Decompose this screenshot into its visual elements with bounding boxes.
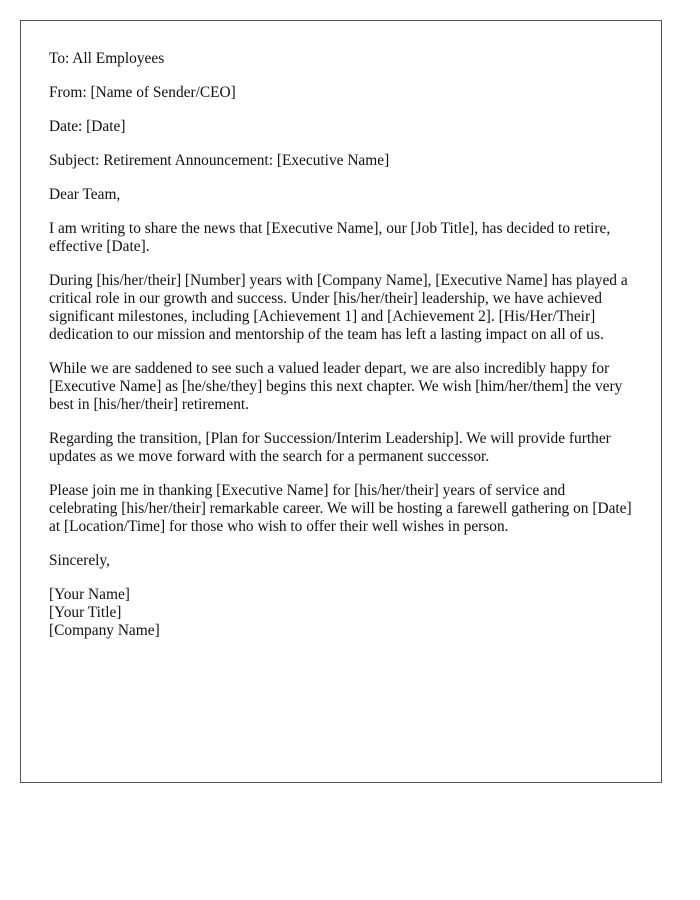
salutation: Dear Team,	[49, 186, 121, 203]
signature-block	[49, 586, 633, 640]
signature-company: [Company Name]	[49, 622, 160, 639]
from-line: From: [Name of Sender/CEO]	[49, 84, 236, 101]
paragraph-contributions: During [his/her/their] [Number] years with [Company Name], [Executive Name] has played a critical role in our growth and success. Under [his/her/their] leadership, we have achieved significant milestones, including [Achievement 1] and [Achievement 2]. [His/Her/Their] dedication to our mission and mentorship of the team has left a lasting impact on all of us.	[49, 272, 628, 343]
subject-line: Subject: Retirement Announcement: [Executive Name]	[49, 152, 390, 169]
paragraph-farewell: Please join me in thanking [Executive Name] for [his/her/their] years of service and celebrating [his/her/their] remarkable career. We will be hosting a farewell gathering on [Date] at [Location/Time] for those who wish to offer their well wishes in person.	[49, 482, 632, 535]
paragraph-announcement: I am writing to share the news that [Executive Name], our [Job Title], has decided to retire, effective [Date].	[49, 220, 611, 255]
paragraph-transition: Regarding the transition, [Plan for Succession/Interim Leadership]. We will provide further updates as we move forward with the search for a permanent successor.	[49, 430, 611, 465]
closing: Sincerely,	[49, 552, 110, 569]
paragraph-wishes: While we are saddened to see such a valued leader depart, we are also incredibly happy for [Executive Name] as [he/she/they] begins this next chapter. We wish [him/her/them] the very best in [his/her/their] retirement.	[49, 360, 623, 413]
signature-title: [Your Title]	[49, 604, 122, 621]
letter-document	[20, 20, 662, 783]
signature-name: [Your Name]	[49, 586, 130, 603]
date-line: Date: [Date]	[49, 118, 126, 135]
to-line: To: All Employees	[49, 50, 165, 67]
